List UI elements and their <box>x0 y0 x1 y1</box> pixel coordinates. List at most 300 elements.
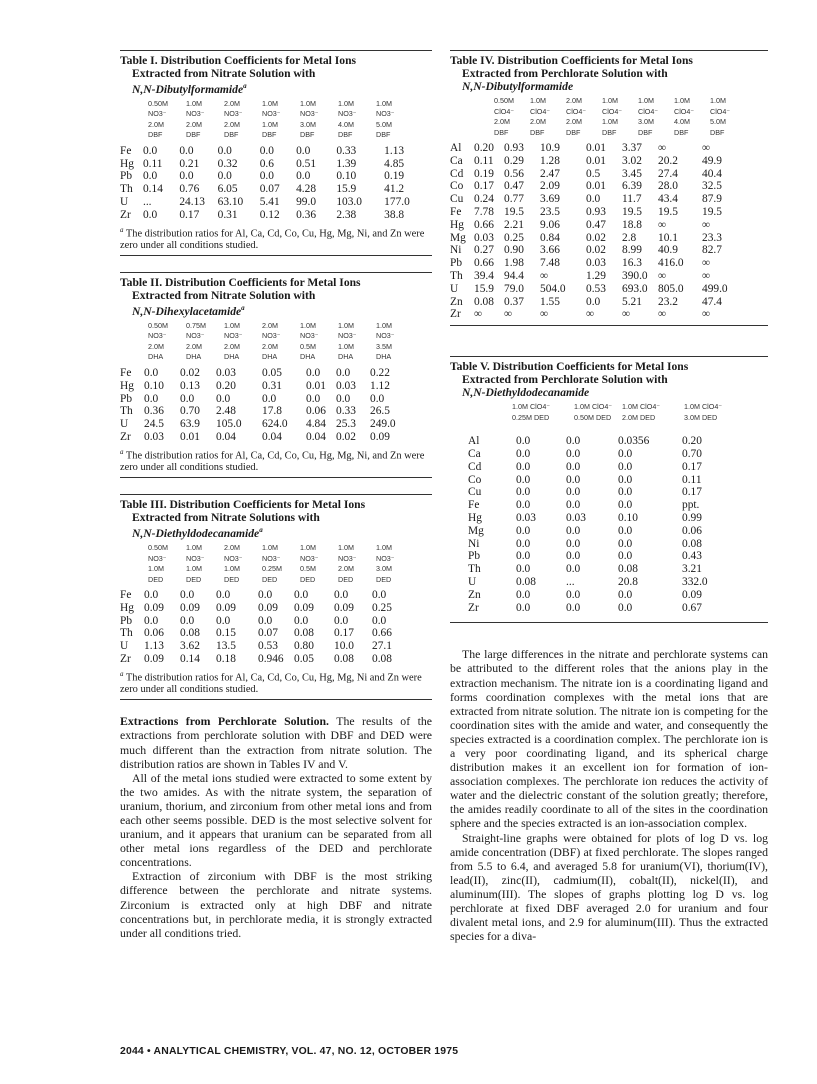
table-cell: 0.0 <box>618 601 633 614</box>
header-cell: 1.0M <box>224 320 240 330</box>
left-column <box>120 50 432 940</box>
table-cell: 0.0 <box>142 144 158 157</box>
table-title-line: Table V. Distribution Coefficients for Metal Ions <box>450 360 689 374</box>
table-cell: 5.41 <box>259 196 280 209</box>
table-2 <box>120 272 432 478</box>
table-cell: 0.0 <box>618 588 633 601</box>
table-cell: ∞ <box>702 269 711 282</box>
table-4 <box>450 50 768 326</box>
table-cell: 0.47 <box>504 180 524 193</box>
table-row <box>120 367 432 380</box>
table-cell: 0.09 <box>258 601 278 614</box>
element-symbol: Fe <box>120 589 132 602</box>
table-cell: ∞ <box>658 142 667 154</box>
table-cell: 0.0 <box>294 589 309 602</box>
element-symbol: Hg <box>120 157 134 170</box>
table-row <box>450 142 768 155</box>
table-row <box>450 474 768 487</box>
table-cell: 26.5 <box>370 405 390 418</box>
table-cell: 10.9 <box>540 142 560 154</box>
header-cell: 1.0M ClO4⁻ <box>684 402 723 412</box>
table-cell: 0.13 <box>180 379 200 392</box>
table-cell: 19.5 <box>504 205 524 218</box>
header-cell: NO3⁻ <box>262 109 281 119</box>
header-line <box>120 120 432 131</box>
header-cell: 1.0M <box>300 98 316 108</box>
table-cell: 0.0 <box>180 614 195 627</box>
table-cell: 0.0 <box>372 589 387 602</box>
table-cell: 41.2 <box>384 183 405 196</box>
element-symbol: Zr <box>120 430 131 443</box>
table-cell: 0.20 <box>474 142 494 154</box>
table-cell: 0.02 <box>180 366 200 379</box>
element-symbol: Hg <box>468 511 482 524</box>
table-cell: 0.0 <box>336 366 351 379</box>
table-cell: 0.07 <box>259 183 280 196</box>
table-cell: 13.5 <box>216 640 236 653</box>
table-cell: 0.70 <box>682 447 702 460</box>
table-row <box>120 615 432 628</box>
table-cell: 0.29 <box>504 154 524 167</box>
table-cell: 0.0 <box>618 473 633 486</box>
header-cell: 3.0M DED <box>684 412 718 422</box>
element-symbol: U <box>120 418 129 431</box>
header-cell: DHA <box>186 352 202 362</box>
table-cell: 499.0 <box>702 282 728 295</box>
header-cell: 2.0M <box>224 341 240 351</box>
table-row <box>450 602 768 615</box>
header-cell: 0.50M DED <box>574 412 612 422</box>
header-cell: 4.0M <box>338 119 354 129</box>
header-cell: DBF <box>638 127 653 137</box>
table-cell: 0.0 <box>516 588 531 601</box>
table-title-line: Extracted from Nitrate Solutions with <box>132 511 320 525</box>
table-row <box>450 270 768 283</box>
table-cell: 0.99 <box>682 511 702 524</box>
table-cell: 0.0 <box>516 537 531 550</box>
table-title-line: Extracted from Nitrate Solution with <box>132 289 316 303</box>
table-cell: 0.77 <box>504 193 524 206</box>
header-cell: 1.0M <box>674 96 690 105</box>
element-symbol: Fe <box>120 366 132 379</box>
table-cell: 0.84 <box>540 231 560 244</box>
header-cell: NO3⁻ <box>148 331 167 341</box>
table-cell: 2.09 <box>540 180 560 193</box>
table-cell: 0.0 <box>179 144 194 157</box>
element-symbol: Zr <box>120 653 131 666</box>
table-cell: 504.0 <box>540 282 566 295</box>
table-row <box>120 393 432 406</box>
table-cell: 0.946 <box>258 653 284 666</box>
header-line <box>450 413 768 424</box>
header-line <box>120 352 432 363</box>
table-cell: 3.21 <box>682 563 702 576</box>
table-footnote: $^a$ The distribution ratios for Al, Ca, Cd, Co, Cu, Hg, Mg, Ni and Zn were zero under all conditions studied. <box>120 668 432 700</box>
table-cell: 0.03 <box>566 511 586 524</box>
header-cell: 1.0M <box>338 341 354 351</box>
table-cell: 2.38 <box>336 208 357 221</box>
table-row <box>450 563 768 576</box>
page-footer: 2044 • ANALYTICAL CHEMISTRY, VOL. 47, NO. 12, OCTOBER 1975 <box>120 1046 459 1057</box>
table-cell: 0.0 <box>566 435 581 448</box>
table-cell: 24.5 <box>144 418 164 431</box>
table-cell: 19.5 <box>622 205 642 218</box>
table-cell: 0.31 <box>217 208 238 221</box>
element-symbol: Fe <box>120 144 132 157</box>
header-cell: NO3⁻ <box>224 331 243 341</box>
table-cell: 0.0 <box>259 170 274 183</box>
table-row <box>450 589 768 602</box>
header-cell: 0.50M <box>148 320 168 330</box>
element-symbol: Ni <box>450 244 462 257</box>
table-row <box>450 155 768 168</box>
table-title-line: N,N-Diethyldodecanamide <box>462 386 590 400</box>
table-cell: 0.0 <box>566 447 581 460</box>
table-cell: 624.0 <box>262 418 288 431</box>
table-cell: 24.13 <box>179 196 205 209</box>
header-cell: 3.0M <box>638 117 654 126</box>
table-cell: 0.0 <box>296 144 311 157</box>
table-cell: 0.08 <box>294 627 314 640</box>
table-cell: 0.09 <box>180 601 200 614</box>
table-1 <box>120 50 432 256</box>
header-cell: 1.0M <box>338 98 354 108</box>
header-cell: NO3⁻ <box>376 109 395 119</box>
table-cell: 0.53 <box>258 640 278 653</box>
table-5 <box>450 356 768 623</box>
table-cell: 63.10 <box>217 196 244 209</box>
header-cell: 1.0M <box>602 117 618 126</box>
table-cell: 49.9 <box>702 154 722 167</box>
table-cell: 20.2 <box>658 154 678 167</box>
table-cell: ... <box>566 575 575 588</box>
header-cell: 5.0M <box>710 117 726 126</box>
element-symbol: Pb <box>468 550 481 563</box>
table-cell: 0.06 <box>144 627 164 640</box>
header-line <box>120 99 432 110</box>
table-cell: 1.13 <box>384 144 405 157</box>
header-cell: ClO4⁻ <box>530 106 551 116</box>
table-cell: 0.51 <box>296 157 317 170</box>
header-cell: 2.0M <box>262 341 278 351</box>
header-line <box>120 543 432 554</box>
header-cell: DBF <box>338 130 353 140</box>
table-cell: 23.3 <box>702 231 722 244</box>
table-cell: 0.03 <box>474 231 494 244</box>
table-cell: 0.0 <box>144 614 159 627</box>
right-column <box>450 50 768 943</box>
header-line <box>120 130 432 141</box>
table-cell: 0.0 <box>216 614 231 627</box>
table-title-line: N,N-Dibutylformamide <box>462 80 574 93</box>
table-cell: 4.84 <box>306 418 326 431</box>
table-cell: 0.0 <box>306 392 321 405</box>
header-cell: 2.0M <box>494 117 510 126</box>
table-cell: ... <box>142 196 152 209</box>
table-cell: 39.4 <box>474 269 494 282</box>
header-line <box>450 117 768 128</box>
table-cell: 0.0 <box>618 486 633 499</box>
table-cell: 0.0 <box>516 447 531 460</box>
table-cell: ∞ <box>702 218 711 231</box>
header-cell: 1.0M <box>300 543 316 553</box>
table-cell: 0.0 <box>516 601 531 614</box>
header-cell: 0.50M <box>148 98 168 108</box>
table-cell: ppt. <box>682 499 700 512</box>
paragraph: All of the metal ions studied were extracted to some extent by the two amides. As with the nitrate system, the separation of uranium, thorium, and zirconium from other metal ions and from each other seems possible. DED is the most selective solvent for uranium, and it appears that uranium can be separated from all other metal ions regardless of the DED and perchlorate concentrations. <box>120 770 432 870</box>
footnote-mark: a <box>259 526 263 535</box>
table-cell: 0.70 <box>180 405 200 418</box>
header-cell: 2.0M <box>224 543 240 553</box>
header-cell: DBF <box>494 127 509 137</box>
header-cell: 2.0M DED <box>622 412 656 422</box>
header-cell: NO3⁻ <box>186 331 205 341</box>
header-cell: NO3⁻ <box>148 109 167 119</box>
header-line <box>120 575 432 586</box>
table-cell: 0.0 <box>618 524 633 537</box>
table-cell: 0.24 <box>474 193 494 206</box>
table-cell: 0.0 <box>566 550 581 563</box>
table-cell: 6.05 <box>217 183 238 196</box>
table-cell: 23.2 <box>658 295 678 308</box>
table-cell: 0.17 <box>682 486 702 499</box>
header-cell: 2.0M <box>262 320 278 330</box>
table-cell: 0.66 <box>474 257 494 270</box>
table-cell: 0.09 <box>334 601 354 614</box>
element-symbol: Ca <box>468 447 481 460</box>
table-cell: 82.7 <box>702 244 722 257</box>
table-row <box>450 550 768 563</box>
header-cell: DHA <box>300 352 316 362</box>
table-header <box>120 543 432 585</box>
header-cell: 1.0M ClO4⁻ <box>574 402 613 412</box>
table-cell: 0.27 <box>474 244 494 257</box>
table-cell: 0.0 <box>294 614 309 627</box>
table-cell: 0.93 <box>504 142 524 154</box>
table-title <box>120 273 432 318</box>
table-row <box>450 461 768 474</box>
header-cell: 2.0M <box>566 96 582 105</box>
table-cell: 0.05 <box>294 653 314 666</box>
header-cell: 1.0M <box>262 98 278 108</box>
table-header <box>120 321 432 363</box>
table-title-line: N,N-Diethyldodecanamide <box>132 527 260 541</box>
table-cell: 15.9 <box>474 282 494 295</box>
table-cell: 0.0 <box>180 392 195 405</box>
table-cell: 805.0 <box>658 282 684 295</box>
header-cell: 1.0M <box>224 564 240 574</box>
table-cell: 0.01 <box>586 154 606 167</box>
table-row <box>120 602 432 615</box>
table-header <box>450 96 768 138</box>
element-symbol: Pb <box>120 614 133 627</box>
table-cell: 0.67 <box>682 601 702 614</box>
table-title-line: N,N-Dibutylformamide <box>132 82 244 96</box>
element-symbol: Th <box>450 269 463 282</box>
header-cell: NO3⁻ <box>300 553 319 563</box>
header-cell: 1.0M <box>262 543 278 553</box>
element-symbol: Zn <box>450 295 463 308</box>
table-cell: 0.33 <box>336 144 357 157</box>
header-cell: ClO4⁻ <box>602 106 623 116</box>
table-cell: 23.5 <box>540 205 560 218</box>
table-cell: 0.31 <box>262 379 282 392</box>
table-row <box>450 193 768 206</box>
header-cell: NO3⁻ <box>186 553 205 563</box>
table-cell: 0.32 <box>217 157 238 170</box>
table-row <box>120 183 432 196</box>
element-symbol: Co <box>450 180 464 193</box>
table-cell: 0.20 <box>216 379 236 392</box>
element-symbol: Cd <box>450 167 464 180</box>
table-cell: 25.3 <box>336 418 356 431</box>
table-cell: 0.0 <box>516 486 531 499</box>
table-cell: 19.5 <box>658 205 678 218</box>
table-title-line: N,N-Dihexylacetamide <box>132 304 242 318</box>
table-cell: 0.01 <box>306 379 326 392</box>
element-symbol: U <box>468 575 477 588</box>
header-cell: 0.75M <box>186 320 206 330</box>
table-cell: ∞ <box>474 308 483 321</box>
element-symbol: Pb <box>120 392 133 405</box>
table-cell: 0.66 <box>474 218 494 231</box>
header-cell: DED <box>300 574 316 584</box>
element-symbol: Zn <box>468 588 481 601</box>
table-body <box>120 367 432 444</box>
table-cell: 0.08 <box>516 575 536 588</box>
table-cell: 0.03 <box>144 430 164 443</box>
header-cell: ClO4⁻ <box>494 106 515 116</box>
header-cell: DED <box>148 574 164 584</box>
table-cell: 0.03 <box>516 511 536 524</box>
table-cell: 0.02 <box>336 430 356 443</box>
table-cell: 0.11 <box>142 157 163 170</box>
table-cell: ∞ <box>702 142 711 154</box>
table-cell: 0.17 <box>474 180 494 193</box>
table-cell: 0.0 <box>179 170 194 183</box>
header-cell: 2.0M <box>338 564 354 574</box>
table-title <box>120 495 432 540</box>
table-cell: 3.62 <box>180 640 200 653</box>
table-cell: 0.05 <box>262 366 282 379</box>
table-cell: ∞ <box>504 308 513 321</box>
header-cell: DBF <box>148 130 163 140</box>
header-cell: ClO4⁻ <box>638 106 659 116</box>
header-cell: 0.25M <box>262 564 282 574</box>
table-cell: 1.12 <box>370 379 390 392</box>
table-title-line: Table IV. Distribution Coefficients for Metal Ions <box>450 54 693 67</box>
table-title-line: Table III. Distribution Coefficients for Metal Ions <box>120 498 366 512</box>
table-row <box>450 232 768 245</box>
element-symbol: Th <box>120 627 133 640</box>
header-cell: DHA <box>376 352 392 362</box>
header-cell: 1.0M <box>338 320 354 330</box>
table-cell: 0.0 <box>516 563 531 576</box>
table-cell: 0.04 <box>306 430 326 443</box>
table-cell: 0.03 <box>586 257 606 270</box>
header-line <box>450 128 768 139</box>
header-cell: DED <box>186 574 202 584</box>
table-row <box>450 219 768 232</box>
table-row <box>120 589 432 602</box>
element-symbol: Pb <box>120 170 133 183</box>
element-symbol: Th <box>468 563 481 576</box>
table-body <box>120 145 432 222</box>
header-cell: DHA <box>224 352 240 362</box>
table-cell: 28.0 <box>658 180 678 193</box>
table-cell: 0.0 <box>516 550 531 563</box>
table-cell: 5.21 <box>622 295 642 308</box>
table-row <box>450 244 768 257</box>
table-cell: 0.09 <box>216 601 236 614</box>
table-cell: 1.13 <box>144 640 164 653</box>
table-row <box>450 525 768 538</box>
header-cell: 2.0M <box>530 117 546 126</box>
header-line <box>120 331 432 342</box>
table-cell: ∞ <box>586 308 595 321</box>
table-cell: 0.0 <box>142 170 158 183</box>
table-row <box>120 145 432 158</box>
table-cell: 16.3 <box>622 257 642 270</box>
table-cell: 0.53 <box>586 282 606 295</box>
table-cell: 1.28 <box>540 154 560 167</box>
table-cell: 0.19 <box>474 167 494 180</box>
header-cell: NO3⁻ <box>300 109 319 119</box>
element-symbol: Zr <box>450 308 461 321</box>
header-line <box>450 107 768 118</box>
footnote-mark: a <box>241 304 245 313</box>
table-cell: 0.0 <box>259 144 274 157</box>
header-cell: DBF <box>376 130 391 140</box>
header-line <box>120 342 432 353</box>
table-3 <box>120 494 432 700</box>
table-cell: 0.36 <box>296 208 317 221</box>
table-row <box>120 627 432 640</box>
table-cell: 4.85 <box>384 157 405 170</box>
header-cell: 2.0M <box>186 341 202 351</box>
table-cell: 0.20 <box>682 435 702 448</box>
header-line <box>450 402 768 413</box>
header-cell: DBF <box>186 130 201 140</box>
table-cell: 0.08 <box>682 537 702 550</box>
table-cell: 0.0 <box>144 392 159 405</box>
table-cell: 0.06 <box>306 405 326 418</box>
header-cell: 1.0M <box>638 96 654 105</box>
header-line <box>120 564 432 575</box>
table-cell: 3.69 <box>540 193 560 206</box>
header-cell: DBF <box>224 130 239 140</box>
table-cell: 0.0 <box>516 435 531 448</box>
table-cell: 0.0 <box>516 460 531 473</box>
header-cell: NO3⁻ <box>376 553 395 563</box>
table-cell: 416.0 <box>658 257 684 270</box>
table-cell: 0.19 <box>384 170 405 183</box>
table-row <box>120 209 432 222</box>
element-symbol: Cd <box>468 460 482 473</box>
element-symbol: Mg <box>468 524 484 537</box>
table-row <box>450 257 768 270</box>
table-row <box>450 538 768 551</box>
element-symbol: Mg <box>450 231 466 244</box>
header-cell: 1.0M <box>262 119 278 129</box>
element-symbol: Al <box>450 142 462 154</box>
element-symbol: Fe <box>468 499 480 512</box>
table-cell: 0.37 <box>504 295 524 308</box>
table-cell: 693.0 <box>622 282 648 295</box>
table-cell: 0.15 <box>216 627 236 640</box>
table-cell: ∞ <box>702 257 711 270</box>
table-cell: 0.10 <box>144 379 164 392</box>
